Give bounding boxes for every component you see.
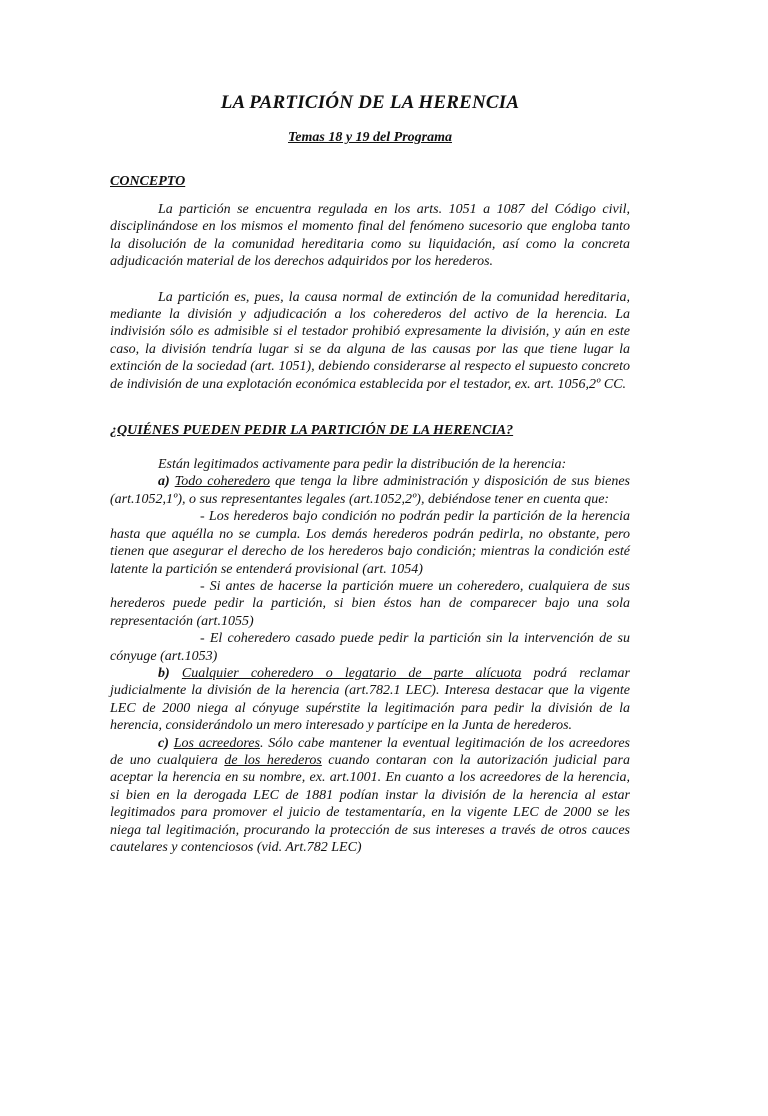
- paragraph-item-b: [110, 665, 630, 735]
- item-a-underlined: Todo coheredero: [174, 474, 270, 490]
- item-b-underlined: Cualquier coheredero o legatario de parte alícuota: [181, 665, 522, 681]
- section-heading-quienes: ¿QUIÉNES PUEDEN PEDIR LA PARTICIÓN DE LA HERENCIA?: [110, 423, 514, 439]
- item-a-text: que tenga la libre administración y disposición de sus bienes (art.1052,1º), o sus representantes legales (art.1052,2º), debiéndose tener en cuenta que:: [110, 474, 631, 507]
- bullet-2-text: - Si antes de hacerse la partición muere un coheredero, cualquiera de sus herederos puede pedir la partición, si bien éstos han de comparecer bajo una sola representación (art.1055): [110, 578, 630, 629]
- paragraph-intro: Están legitimados activamente para pedir la distribución de la herencia:: [158, 457, 567, 473]
- document-page: [0, 92, 768, 1116]
- section-heading-concepto: CONCEPTO: [110, 174, 186, 189]
- item-c-letter: c): [158, 735, 169, 751]
- bullet-1-text: - Los herederos bajo condición no podrán pedir la partición de la herencia hasta que aquélla no se cumpla. Los demás herederos podrán pedirla, no obstante, pero tienen que asegurar el derecho de los herederos bajo condición; mientras la condición esté latente la partición se entenderá provisional (art. 1054): [110, 509, 630, 577]
- bullet-3-text: - El coheredero casado puede pedir la partición sin la intervención de su cónyuge (art.1053): [110, 631, 630, 664]
- item-b-text: podrá reclamar judicialmente la división de la herencia (art.782.1 LEC). Interesa destacar que la vigente LEC de 2000 niega al cónyuge supérstite la legitimación para pedir la división de la herencia, considerándolo un mero interesado y partícipe en la Junta de herederos.: [110, 665, 630, 734]
- paragraph-concepto-2: La partición es, pues, la causa normal de extinción de la comunidad hereditaria, mediante la división y adjudicación a los coherederos del activo de la herencia. La indivisión sólo es admisible si el testador prohibió expresamente la división, y aún en este caso, la división tendría lugar si se da alguna de las causas por las que tiene lugar la extinción de la sociedad (art. 1051), debiendo considerarse al respecto el supuesto concreto de indivisión de una explotación económica establecida por el testador, ex. art. 1056,2º CC.: [110, 289, 630, 392]
- item-c-text-1: . Sólo cabe mantener la eventual legitimación de los acreedores de uno cualquiera: [110, 735, 631, 768]
- paragraph-concepto-1: La partición se encuentra regulada en los arts. 1051 a 1087 del Código civil, disciplinándose en los mismos el momento final del fenómeno sucesorio que engloba tanto la disolución de la comunidad hereditaria como su liquidación, así como la concreta adjudicación material de los derechos adquiridos por los herederos.: [110, 202, 630, 270]
- paragraph-bullet-2: [110, 578, 630, 630]
- page-title: LA PARTICIÓN DE LA HERENCIA: [220, 92, 520, 113]
- page-subtitle: Temas 18 y 19 del Programa: [288, 130, 452, 145]
- item-c-underlined-2: de los herederos: [224, 752, 322, 768]
- item-c-text-2: cuando contaran con la autorización judicial para aceptar la herencia en su nombre, ex. art.1001. En cuanto a los acreedores de la herencia, si bien en la derogada LEC de 1881 podían instar la división de la herencia al estar legitimados para promover el juicio de testamentaría, en la vigente LEC de 2000 se les niega tal legitimación, procurando la protección de sus intereses a través de otros cauces cautelares y contenciosos (vid. Art.782 LEC): [110, 752, 631, 855]
- paragraph-item-a: [110, 473, 630, 508]
- paragraph-bullet-3: [110, 630, 630, 665]
- paragraph-bullet-1: [110, 508, 630, 578]
- item-b-letter: b): [158, 665, 170, 681]
- item-c-underlined: Los acreedores: [173, 735, 260, 751]
- item-a-letter: a): [158, 474, 170, 490]
- paragraph-item-c: [110, 735, 630, 857]
